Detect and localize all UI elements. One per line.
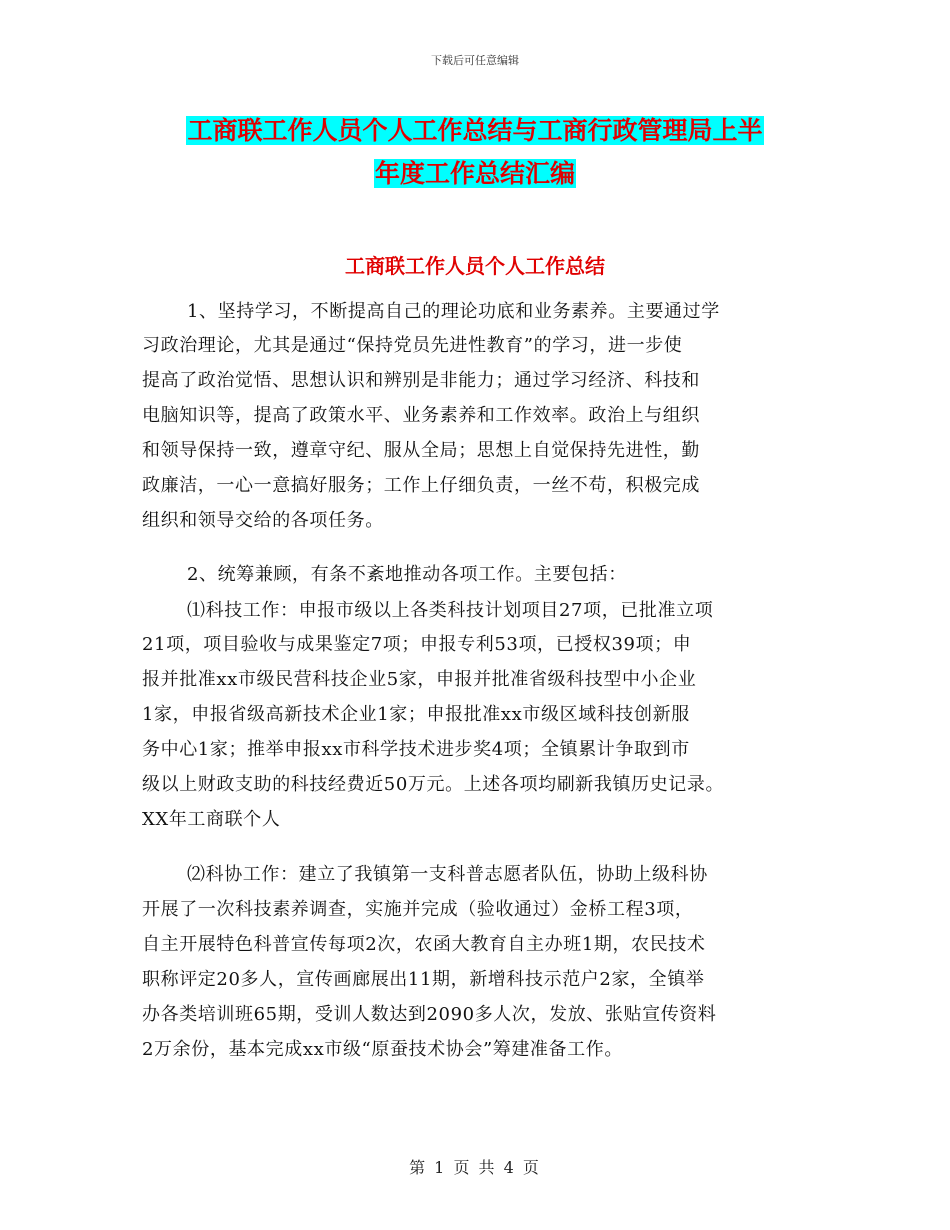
- body-line: 2、统筹兼顾，有条不紊地推动各项工作。主要包括：: [187, 564, 627, 585]
- body-line: 1家，申报省级高新技术企业1家；申报批准xx市级区域科技创新服: [142, 704, 690, 725]
- body-line: 电脑知识等，提高了政策水平、业务素养和工作效率。政治上与组织: [142, 405, 700, 426]
- body-line: 职称评定20多人，宣传画廊展出11期，新增科技示范户2家，全镇举: [142, 969, 705, 990]
- document-title-line-1: [0, 114, 950, 148]
- body-line: XX年工商联个人: [142, 809, 281, 830]
- document-title-line-2: [0, 157, 950, 191]
- body-line: 和领导保持一致，遵章守纪、服从全局；思想上自觉保持先进性，勤: [142, 440, 700, 461]
- body-line: 开展了一次科技素养调查，实施并完成（验收通过）金桥工程3项，: [142, 899, 694, 920]
- title-text-2: 年度工作总结汇编: [374, 159, 575, 188]
- body-line: ⑵科协工作：建立了我镇第一支科普志愿者队伍，协助上级科协: [187, 864, 708, 885]
- body-line: 2万余份，基本完成xx市级“原蚕技术协会”筹建准备工作。: [142, 1039, 623, 1060]
- body-line: 组织和领导交给的各项任务。: [142, 510, 384, 531]
- body-line: 办各类培训班65期，受训人数达到2090多人次，发放、张贴宣传资料: [142, 1004, 717, 1025]
- body-line: 报并批准xx市级民营科技企业5家，申报并批准省级科技型中小企业: [142, 669, 697, 690]
- body-line: 提高了政治觉悟、思想认识和辨别是非能力；通过学习经济、科技和: [142, 370, 700, 391]
- section-title: 工商联工作人员个人工作总结: [345, 254, 605, 278]
- body-line: 习政治理论，尤其是通过“保持党员先进性教育”的学习，进一步使: [142, 335, 683, 356]
- body-line: 务中心1家；推举申报xx市科学技术进步奖4项；全镇累计争取到市: [142, 739, 690, 760]
- body-line: 21项，项目验收与成果鉴定7项；申报专利53项，已授权39项；申: [142, 634, 692, 655]
- body-line: 1、坚持学习，不断提高自己的理论功底和业务素养。主要通过学: [187, 301, 720, 322]
- title-text-1: 工商联工作人员个人工作总结与工商行政管理局上半: [187, 116, 763, 145]
- body-line: 级以上财政支助的科技经费近50万元。上述各项均刷新我镇历史记录。: [142, 774, 725, 795]
- body-line: 自主开展特色科普宣传每项2次，农函大教育自主办班1期，农民技术: [142, 934, 706, 955]
- body-line: ⑴科技工作：申报市级以上各类科技计划项目27项，已批准立项: [187, 600, 714, 621]
- page-footer: 第 1 页 共 4 页: [409, 1158, 541, 1177]
- header-note: 下载后可任意编辑: [431, 54, 519, 67]
- body-line: 政廉洁，一心一意搞好服务；工作上仔细负责，一丝不苟，积极完成: [142, 475, 700, 496]
